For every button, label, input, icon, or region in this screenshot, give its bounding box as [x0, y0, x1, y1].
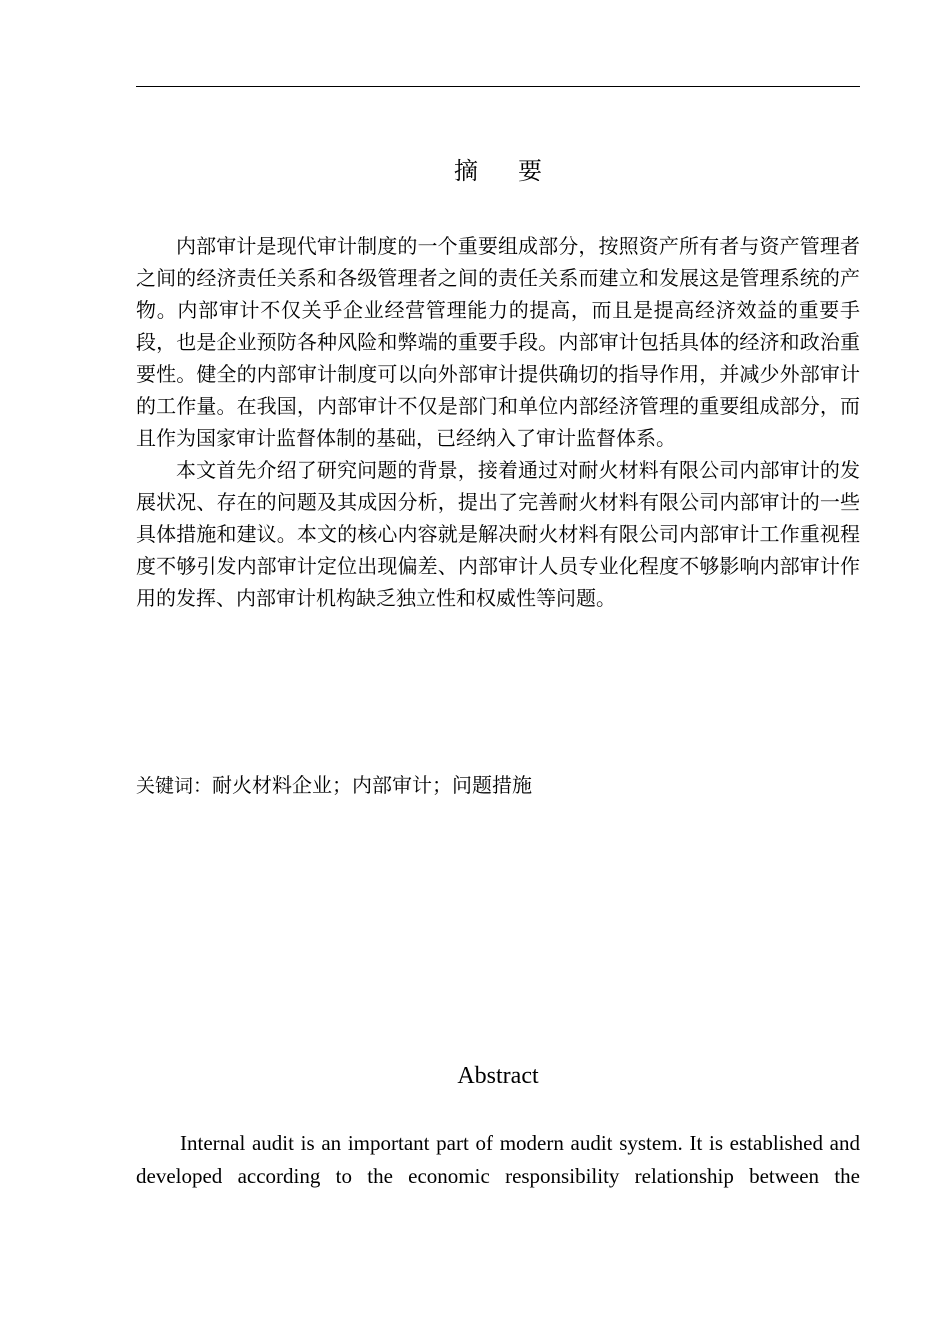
header-rule — [136, 86, 860, 87]
abstract-title-cn: 摘要 — [454, 157, 582, 185]
abstract-paragraph-cn-1: 内部审计是现代审计制度的一个重要组成部分，按照资产所有者与资产管理者之间的经济责任关系和各级管理者之间的责任关系而建立和发展这是管理系统的产物。内部审计不仅关乎企业经营管理能力的提高，而且是提高经济效益的重要手段，也是企业预防各种风险和弊端的重要手段。内部审计包括具体的经济和政治重要性。健全的内部审计制度可以向外部审计提供确切的指导作用，并减少外部审计的工作量。在我国，内部审计不仅是部门和单位内部经济管理的重要组成部分，而且作为国家审计监督体制的基础，已经纳入了审计监督体系。 — [136, 234, 860, 450]
abstract-title-en: Abstract — [457, 1063, 539, 1089]
abstract-paragraph-cn-2: 本文首先介绍了研究问题的背景，接着通过对耐火材料有限公司内部审计的发展状况、存在的问题及其成因分析，提出了完善耐火材料有限公司内部审计的一些具体措施和建议。本文的核心内容就是解决耐火材料有限公司内部审计工作重视程度不够引发内部审计定位出现偏差、内部审计人员专业化程度不够影响内部审计作用的发挥、内部审计机构缺乏独立性和权威性等问题。 — [136, 458, 860, 610]
keywords-line — [136, 770, 860, 801]
abstract-body-en — [136, 1127, 860, 1193]
abstract-body-cn — [136, 230, 860, 614]
abstract-paragraph-en-1: Internal audit is an important part of modern audit system. It is established and developed according to the economic responsibility relationship between the — [136, 1131, 860, 1188]
keywords-label: 关键词： — [136, 775, 213, 797]
keywords-value: 耐火材料企业；内部审计；问题措施 — [212, 773, 533, 797]
